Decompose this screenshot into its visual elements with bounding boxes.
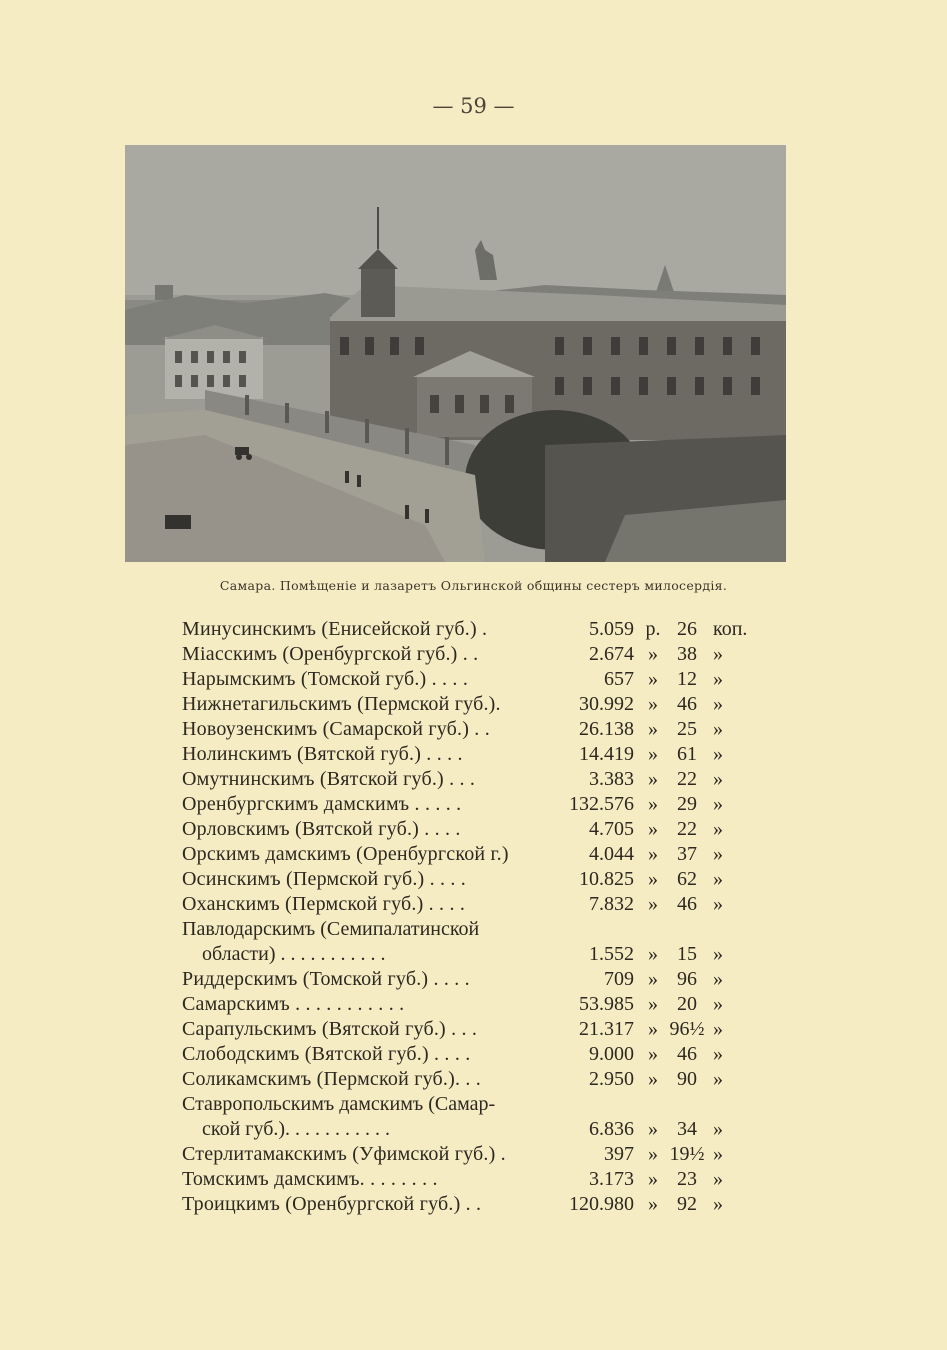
row-kopecks-mark: коп. — [713, 618, 748, 640]
table-row — [182, 967, 762, 992]
table-row — [182, 1067, 762, 1092]
row-amount: 9.000 — [589, 1043, 634, 1065]
row-name: Нижнетагильскимъ (Пермской губ.). — [182, 693, 501, 715]
row-rubles-mark: » — [648, 868, 658, 890]
row-amount: 6.836 — [589, 1118, 634, 1140]
row-kopecks-mark: » — [713, 668, 723, 690]
row-rubles-mark: » — [648, 693, 658, 715]
row-kopecks: 34 — [677, 1118, 697, 1140]
row-name: Новоузенскимъ (Самарской губ.) . . — [182, 718, 490, 740]
row-amount: 3.173 — [589, 1168, 634, 1190]
row-name: Орскимъ дамскимъ (Оренбургской г.) — [182, 843, 509, 865]
row-amount: 26.138 — [579, 718, 634, 740]
archival-photograph — [125, 145, 786, 562]
row-kopecks-mark: » — [713, 768, 723, 790]
row-amount: 5.059 — [589, 618, 634, 640]
row-kopecks: 25 — [677, 718, 697, 740]
row-kopecks: 22 — [677, 768, 697, 790]
row-kopecks-mark: » — [713, 968, 723, 990]
row-amount: 21.317 — [579, 1018, 634, 1040]
table-row — [182, 1042, 762, 1067]
row-rubles-mark: » — [648, 943, 658, 965]
table-row — [182, 1167, 762, 1192]
row-amount: 53.985 — [579, 993, 634, 1015]
row-name: Орловскимъ (Вятской губ.) . . . . — [182, 818, 461, 840]
table-row — [182, 642, 762, 667]
row-kopecks-mark: » — [713, 1118, 723, 1140]
row-name: Ставропольскимъ дамскимъ (Самар- — [182, 1093, 496, 1115]
row-rubles-mark: р. — [645, 618, 661, 640]
row-rubles-mark: » — [648, 643, 658, 665]
row-rubles-mark: » — [648, 893, 658, 915]
table-row — [182, 817, 762, 842]
row-amount: 10.825 — [579, 868, 634, 890]
row-rubles-mark: » — [648, 793, 658, 815]
row-kopecks-mark: » — [713, 1043, 723, 1065]
table-row — [182, 1192, 762, 1217]
row-name: Минусинскимъ (Енисейской губ.) . — [182, 618, 488, 640]
table-row — [182, 867, 762, 892]
row-kopecks: 38 — [677, 643, 697, 665]
row-rubles-mark: » — [648, 668, 658, 690]
row-rubles-mark: » — [648, 718, 658, 740]
row-kopecks-mark: » — [713, 643, 723, 665]
row-amount: 7.832 — [589, 893, 634, 915]
row-kopecks-mark: » — [713, 818, 723, 840]
row-amount: 30.992 — [579, 693, 634, 715]
row-kopecks-mark: » — [713, 893, 723, 915]
row-name: Самарскимъ . . . . . . . . . . . — [182, 993, 405, 1015]
row-kopecks: 20 — [677, 993, 697, 1015]
table-row — [182, 742, 762, 767]
row-kopecks: 46 — [677, 893, 697, 915]
row-kopecks-mark: » — [713, 793, 723, 815]
row-kopecks-mark: » — [713, 743, 723, 765]
row-amount: 120.980 — [569, 1193, 634, 1215]
row-kopecks-mark: » — [713, 1018, 723, 1040]
row-kopecks: 90 — [677, 1068, 697, 1090]
row-kopecks: 46 — [677, 1043, 697, 1065]
row-amount: 397 — [604, 1143, 634, 1165]
row-rubles-mark: » — [648, 1043, 658, 1065]
page-number: — 59 — — [432, 94, 515, 118]
row-name: Міасскимъ (Оренбургской губ.) . . — [182, 643, 479, 665]
row-name: Томскимъ дамскимъ. . . . . . . . — [182, 1168, 438, 1190]
row-kopecks: 26 — [677, 618, 697, 640]
row-amount: 2.950 — [589, 1068, 634, 1090]
row-name: Нолинскимъ (Вятской губ.) . . . . — [182, 743, 463, 765]
row-kopecks: 22 — [677, 818, 697, 840]
row-name: Оханскимъ (Пермской губ.) . . . . — [182, 893, 466, 915]
table-row — [182, 992, 762, 1017]
row-rubles-mark: » — [648, 743, 658, 765]
row-kopecks: 12 — [677, 668, 697, 690]
row-kopecks-mark: » — [713, 1168, 723, 1190]
photo-caption: Самара. Помѣщеніе и лазаретъ Ольгинской общины сестеръ милосердія. — [219, 578, 728, 593]
row-name: Омутнинскимъ (Вятской губ.) . . . — [182, 768, 476, 790]
row-name: Соликамскимъ (Пермской губ.). . . — [182, 1068, 481, 1090]
row-name-continued: области) . . . . . . . . . . . — [202, 943, 386, 965]
row-rubles-mark: » — [648, 1143, 658, 1165]
table-row — [182, 1142, 762, 1167]
row-amount: 709 — [604, 968, 634, 990]
table-row — [182, 617, 762, 642]
row-kopecks: 23 — [677, 1168, 697, 1190]
table-row — [182, 1092, 762, 1142]
row-rubles-mark: » — [648, 843, 658, 865]
row-kopecks-mark: » — [713, 993, 723, 1015]
row-kopecks-mark: » — [713, 718, 723, 740]
row-kopecks: 61 — [677, 743, 697, 765]
row-rubles-mark: » — [648, 818, 658, 840]
row-name: Нарымскимъ (Томской губ.) . . . . — [182, 668, 469, 690]
row-kopecks: 19½ — [669, 1143, 705, 1165]
row-kopecks: 92 — [677, 1193, 697, 1215]
row-amount: 4.044 — [589, 843, 634, 865]
row-name: Осинскимъ (Пермской губ.) . . . . — [182, 868, 467, 890]
row-rubles-mark: » — [648, 1118, 658, 1140]
table-row — [182, 667, 762, 692]
row-rubles-mark: » — [648, 968, 658, 990]
row-name: Троицкимъ (Оренбургской губ.) . . — [182, 1193, 482, 1215]
row-kopecks-mark: » — [713, 1068, 723, 1090]
row-amount: 1.552 — [589, 943, 634, 965]
table-row — [182, 1017, 762, 1042]
row-kopecks: 15 — [677, 943, 697, 965]
row-kopecks: 37 — [677, 843, 697, 865]
row-rubles-mark: » — [648, 1018, 658, 1040]
row-rubles-mark: » — [648, 1193, 658, 1215]
row-kopecks: 96 — [677, 968, 697, 990]
table-row — [182, 717, 762, 742]
row-kopecks-mark: » — [713, 868, 723, 890]
row-kopecks-mark: » — [713, 1143, 723, 1165]
table-row — [182, 842, 762, 867]
row-kopecks: 46 — [677, 693, 697, 715]
table-row — [182, 917, 762, 967]
row-amount: 2.674 — [589, 643, 634, 665]
row-amount: 132.576 — [569, 793, 634, 815]
row-name: Риддерскимъ (Томской губ.) . . . . — [182, 968, 470, 990]
row-kopecks: 96½ — [669, 1018, 705, 1040]
row-amount: 4.705 — [589, 818, 634, 840]
row-rubles-mark: » — [648, 1168, 658, 1190]
row-rubles-mark: » — [648, 993, 658, 1015]
row-kopecks-mark: » — [713, 943, 723, 965]
table-row — [182, 767, 762, 792]
row-kopecks: 62 — [677, 868, 697, 890]
row-kopecks-mark: » — [713, 693, 723, 715]
row-name: Стерлитамакскимъ (Уфимской губ.) . — [182, 1143, 506, 1165]
table-row — [182, 692, 762, 717]
row-name: Павлодарскимъ (Семипалатинской — [182, 918, 480, 940]
table-row — [182, 792, 762, 817]
donations-table — [182, 617, 762, 1217]
row-kopecks-mark: » — [713, 843, 723, 865]
row-name: Сарапульскимъ (Вятской губ.) . . . — [182, 1018, 478, 1040]
row-name: Оренбургскимъ дамскимъ . . . . . — [182, 793, 462, 815]
row-kopecks-mark: » — [713, 1193, 723, 1215]
row-amount: 3.383 — [589, 768, 634, 790]
row-rubles-mark: » — [648, 1068, 658, 1090]
table-row — [182, 892, 762, 917]
row-amount: 14.419 — [579, 743, 634, 765]
row-name-continued: ской губ.). . . . . . . . . . . — [202, 1118, 391, 1140]
row-kopecks: 29 — [677, 793, 697, 815]
row-name: Слободскимъ (Вятской губ.) . . . . — [182, 1043, 471, 1065]
row-rubles-mark: » — [648, 768, 658, 790]
row-amount: 657 — [604, 668, 634, 690]
